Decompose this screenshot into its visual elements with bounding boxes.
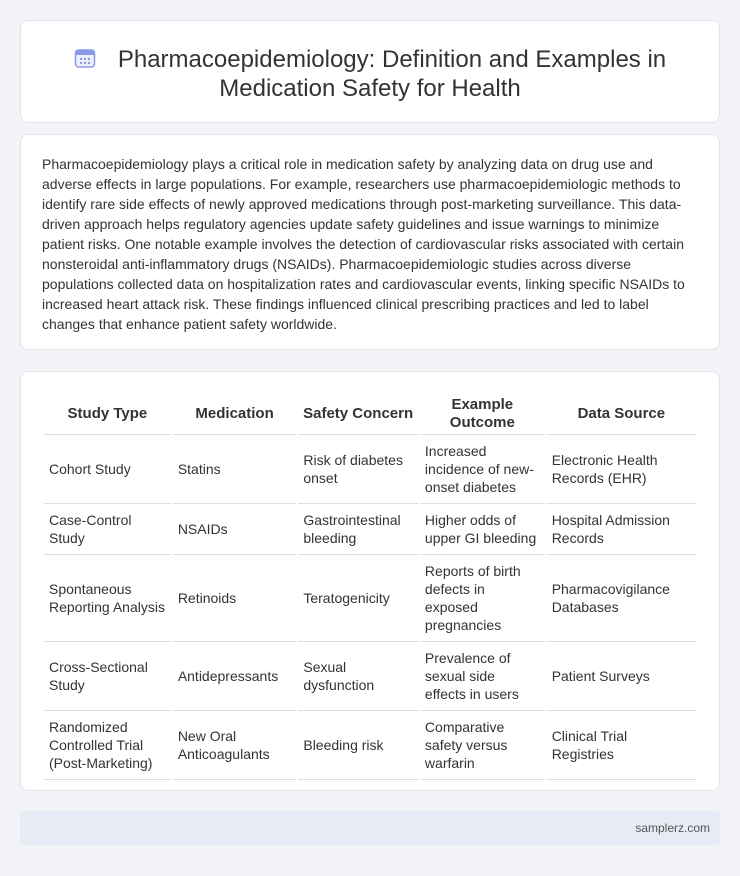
cell-study-type: Randomized Controlled Trial (Post-Marketing) bbox=[44, 711, 171, 780]
cell-data-source: Hospital Admission Records bbox=[547, 504, 696, 555]
intro-card bbox=[20, 134, 720, 350]
study-table-card bbox=[20, 371, 720, 791]
calendar-icon bbox=[74, 47, 96, 69]
cell-data-source: Clinical Trial Registries bbox=[547, 711, 696, 780]
table-row bbox=[44, 711, 696, 780]
page-title bbox=[21, 45, 719, 103]
cell-data-source: Electronic Health Records (EHR) bbox=[547, 435, 696, 504]
cell-example-outcome: Higher odds of upper GI bleeding bbox=[420, 504, 545, 555]
intro-paragraph: Pharmacoepidemiology plays a critical role in medication safety by analyzing data on drug use and adverse effects in large populations. For example, researchers use pharmacoepidemiologic methods to identify rare side effects of newly approved medications through post-marketing surveillance. This data-driven approach helps regulatory agencies update safety guidelines and issue warnings to minimize patient risks. One notable example involves the detection of cardiovascular risks associated with certain nonsteroidal anti-inflammatory drugs (NSAIDs). Pharmacoepidemiologic studies across diverse populations collected data on hospitalization rates and cardiovascular events, linking specific NSAIDs to increased heart attack risk. These findings influenced clinical prescribing practices and led to label changes that enhance patient safety worldwide. bbox=[42, 156, 685, 332]
cell-example-outcome: Comparative safety versus warfarin bbox=[420, 711, 545, 780]
table-row bbox=[44, 504, 696, 555]
title-card bbox=[20, 20, 720, 123]
cell-safety-concern: Bleeding risk bbox=[298, 711, 418, 780]
cell-safety-concern: Sexual dysfunction bbox=[298, 642, 418, 711]
cell-medication: NSAIDs bbox=[173, 504, 297, 555]
cell-safety-concern: Teratogenicity bbox=[298, 555, 418, 642]
footer-bar bbox=[20, 811, 720, 845]
page-title-text: Pharmacoepidemiology: Definition and Examples in Medication Safety for Health bbox=[117, 46, 667, 102]
cell-medication: New Oral Anticoagulants bbox=[173, 711, 297, 780]
cell-example-outcome: Reports of birth defects in exposed pregnancies bbox=[420, 555, 545, 642]
table-row bbox=[44, 555, 696, 642]
cell-study-type: Cross-Sectional Study bbox=[44, 642, 171, 711]
cell-example-outcome: Prevalence of sexual side effects in users bbox=[420, 642, 545, 711]
cell-study-type: Case-Control Study bbox=[44, 504, 171, 555]
header-safety-concern: Safety Concern bbox=[298, 393, 418, 435]
study-table bbox=[42, 393, 698, 780]
header-data-source: Data Source bbox=[547, 393, 696, 435]
cell-study-type: Cohort Study bbox=[44, 435, 171, 504]
table-header-row bbox=[44, 393, 696, 435]
cell-example-outcome: Increased incidence of new-onset diabetes bbox=[420, 435, 545, 504]
cell-study-type: Spontaneous Reporting Analysis bbox=[44, 555, 171, 642]
cell-data-source: Patient Surveys bbox=[547, 642, 696, 711]
cell-medication: Antidepressants bbox=[173, 642, 297, 711]
footer-site-link[interactable]: samplerz.com bbox=[635, 821, 710, 835]
cell-medication: Statins bbox=[173, 435, 297, 504]
cell-safety-concern: Gastrointestinal bleeding bbox=[298, 504, 418, 555]
table-row bbox=[44, 642, 696, 711]
header-medication: Medication bbox=[173, 393, 297, 435]
header-example-outcome: Example Outcome bbox=[420, 393, 545, 435]
cell-data-source: Pharmacovigilance Databases bbox=[547, 555, 696, 642]
table-row bbox=[44, 435, 696, 504]
header-study-type: Study Type bbox=[44, 393, 171, 435]
cell-medication: Retinoids bbox=[173, 555, 297, 642]
cell-safety-concern: Risk of diabetes onset bbox=[298, 435, 418, 504]
